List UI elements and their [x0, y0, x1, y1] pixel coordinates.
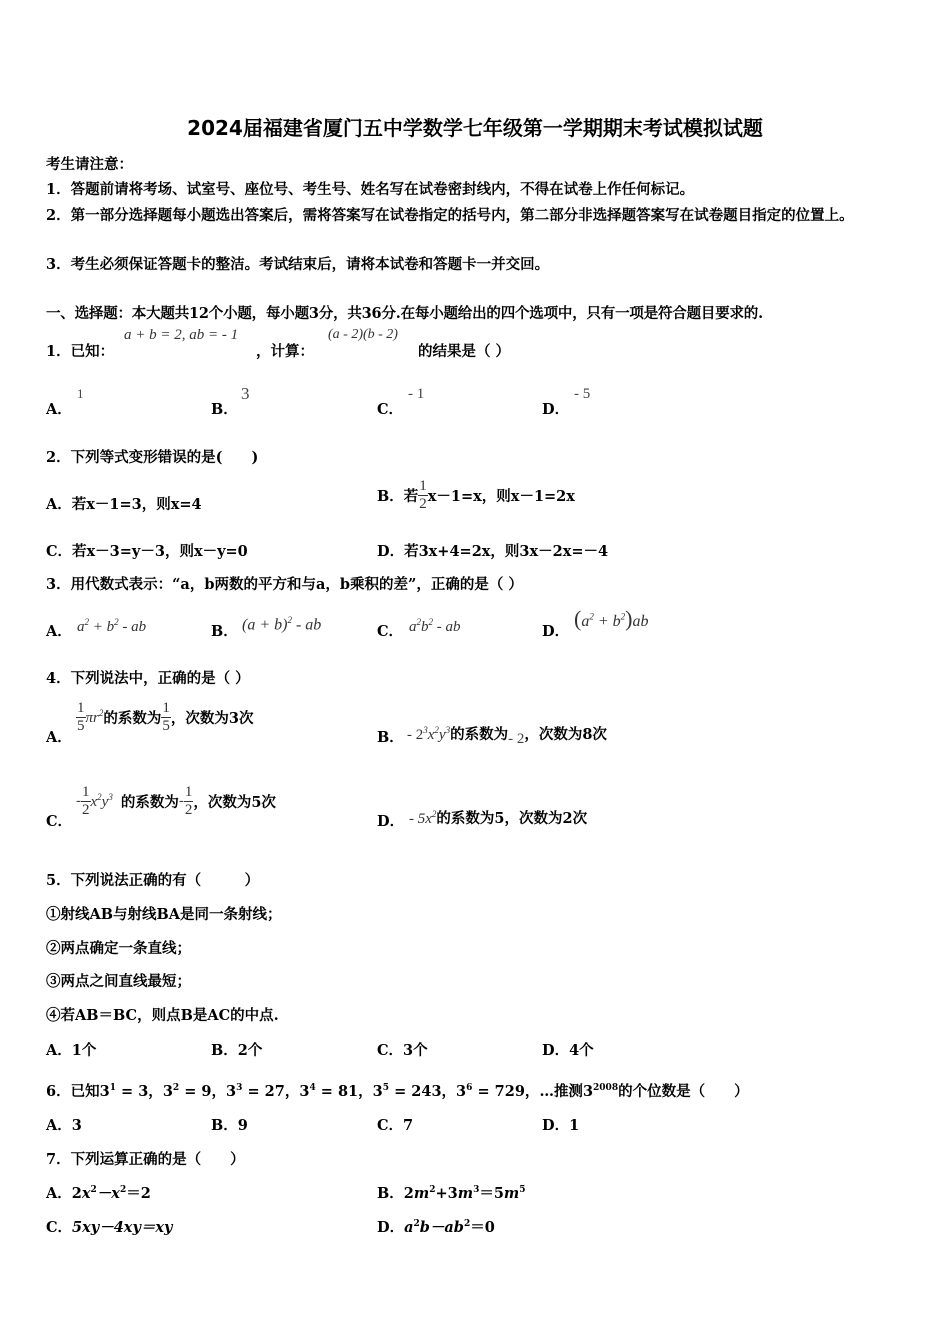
- q3-option-a-label: A．: [46, 623, 72, 640]
- q7-a-label: A．: [46, 1185, 72, 1202]
- q4-c-coef-sign: -: [178, 793, 184, 809]
- q4-option-a: [76, 700, 253, 735]
- q3-option-a-expr: $a^2 + b^2$ - ab: [77, 617, 147, 635]
- q4-c-sign: -: [76, 793, 81, 809]
- q4-c-mid: 的系数为: [120, 794, 179, 811]
- q7-c-expr: 5xy－4xy＝xy: [72, 1219, 173, 1236]
- q3-option-d-expr: $(a^2 + b^2)ab$: [574, 606, 649, 631]
- q5-option-a: A．1个: [46, 1042, 97, 1059]
- q3-stem: 3．用代数式表示：“a，b两数的平方和与a，b乘积的差”，正确的是（ ）: [46, 576, 523, 593]
- page-title: 2024届福建省厦门五中学数学七年级第一学期期末考试模拟试题: [187, 116, 763, 140]
- q6-power-4: $3^4 = 81$，: [299, 1083, 373, 1100]
- q6-power-2: $3^2 = 9$，: [162, 1083, 227, 1100]
- q6-power-1: $3^1 = 3$，: [99, 1083, 163, 1100]
- q2-half-fraction: [418, 478, 428, 513]
- q4-c-end: ，次数为5次: [193, 794, 276, 811]
- q7-a-expr: $2x^2-x^2=2$: [71, 1185, 151, 1202]
- q6-ask: …推测: [539, 1083, 583, 1100]
- q6-suffix: 的个位数是（ ）: [618, 1083, 749, 1100]
- notice-item-3: 3．考生必须保证答题卡的整洁。考试结束后，请将本试卷和答题卡一并交回。: [46, 256, 550, 273]
- q7-option-a: [46, 1182, 151, 1203]
- q4-c-coef-fraction: [184, 784, 194, 819]
- q4-a-fraction: [76, 700, 86, 735]
- q2-option-d: D．若3x+4=2x，则3x－2x=－4: [377, 543, 609, 560]
- q4-c-frac-num: 1: [82, 784, 90, 800]
- q1-option-b-label: B．: [211, 401, 238, 418]
- q2-half-num: 1: [419, 478, 427, 494]
- q5-item-1: ①射线AB与射线BA是同一条射线；: [46, 906, 282, 923]
- q2-option-c: C．若x－3=y－3，则x－y=0: [46, 543, 248, 560]
- q4-c-coef-den: 2: [184, 802, 193, 818]
- q4-option-d: [409, 807, 587, 828]
- q3-option-b-label: B．: [211, 623, 238, 640]
- q2-option-b: [377, 478, 575, 513]
- q7-c-label: C．: [46, 1219, 73, 1236]
- q1-mid: ，计算：: [256, 343, 314, 360]
- q7-option-d: [377, 1216, 495, 1237]
- q7-stem: 7．下列运算正确的是（ ）: [46, 1151, 245, 1168]
- q1-option-d-label: D．: [542, 401, 570, 418]
- q4-a-mid: 的系数为: [103, 710, 162, 727]
- q5-option-d: D．4个: [542, 1042, 594, 1059]
- q7-option-c: [46, 1216, 172, 1237]
- q7-option-b: [377, 1182, 526, 1203]
- q1-option-a-value: 1: [77, 386, 84, 401]
- q2-stem: 2．下列等式变形错误的是( ): [46, 449, 259, 466]
- q3-option-b-expr: $(a + b)^2$ - ab: [242, 615, 322, 634]
- q5-item-2: ②两点确定一条直线；: [46, 940, 191, 957]
- q4-d-end: 的系数为5，次数为2次: [436, 810, 588, 827]
- q7-d-expr: $a^2b-ab^2=0$: [404, 1219, 495, 1236]
- notice-item-2: 2．第一部分选择题每小题选出答案后，需将答案写在试卷指定的括号内，第二部分非选择题答案写在试卷题目指定的位置上。: [46, 207, 854, 224]
- q4-d-expr: - 5x: [409, 811, 432, 827]
- q3-option-c-expr: $a^2b^2$ - ab: [409, 617, 461, 635]
- q1-option-a-label: A．: [46, 401, 72, 418]
- q4-stem: 4．下列说法中，正确的是（ ）: [46, 670, 250, 687]
- q6-power-5: $3^5 = 243$，: [372, 1083, 457, 1100]
- q1-option-b-value: 3: [241, 384, 250, 403]
- q5-stem: 5．下列说法正确的有（ ）: [46, 872, 260, 889]
- q6-power-3: $3^3 = 27$，: [226, 1083, 300, 1100]
- q6-option-b: B．9: [211, 1117, 248, 1134]
- q4-option-b: [407, 723, 607, 747]
- q4-d-term: - $5x^2$: [409, 809, 437, 827]
- q5-option-b: B．2个: [211, 1042, 263, 1059]
- q2-option-a: A．若x－1=3，则x=4: [46, 496, 202, 513]
- q4-a-term: $\pi r^2$: [85, 708, 104, 726]
- q3-option-c-label: C．: [377, 623, 404, 640]
- notice-item-1: 1．答题前请将考场、试室号、座位号、考生号、姓名写在试卷密封线内，不得在试卷上作任何标记。: [46, 181, 695, 198]
- q7-b-expr: $2m^2+3m^3=5m^5$: [403, 1185, 526, 1202]
- q4-c-fraction: [81, 784, 91, 819]
- section-heading: 一、选择题：本大题共12个小题，每小题3分，共36分.在每小题给出的四个选项中，只有一项是符合题目要求的.: [46, 305, 763, 322]
- q4-b-end: ，次数为8次: [524, 726, 607, 743]
- q6-option-c: C．7: [377, 1117, 414, 1134]
- q1-condition: a + b = 2, ab = - 1: [124, 327, 239, 343]
- q6-prefix: 6．已知: [46, 1083, 100, 1100]
- q1-suffix: 的结果是（ ）: [418, 343, 511, 360]
- q1-option-d-value: - 5: [574, 386, 591, 402]
- q4-option-b-label: B．: [377, 729, 404, 746]
- q4-b-term: - $2^3x^2y^3$: [407, 725, 451, 743]
- q4-a-coef-den: 5: [162, 718, 170, 734]
- q6-stem: [46, 1080, 749, 1101]
- q5-option-c: C．3个: [377, 1042, 428, 1059]
- q4-option-c: [76, 784, 276, 819]
- q6-option-d: D．1: [542, 1117, 580, 1134]
- q1-prefix: 1．已知：: [46, 343, 115, 360]
- q2-option-b-post: x－1=x，则x－1=2x: [427, 488, 575, 505]
- q2-half-den: 2: [419, 496, 427, 512]
- q4-option-a-label: A．: [46, 729, 72, 746]
- q3-option-d-label: D．: [542, 623, 570, 640]
- q4-b-mid: 的系数为: [450, 726, 509, 743]
- q6-ask-power: $3^{2008}$: [582, 1083, 619, 1100]
- q6-option-a: A．3: [46, 1117, 82, 1134]
- q4-c-coef-num: 1: [184, 784, 193, 800]
- q4-a-coef-num: 1: [162, 700, 170, 716]
- q4-c-term: $x^2y^3$: [90, 792, 113, 810]
- q5-item-4: ④若AB＝BC，则点B是AC的中点.: [46, 1007, 279, 1024]
- q1-option-c-label: C．: [377, 401, 404, 418]
- q4-b-coef: - 2: [508, 731, 525, 747]
- q4-option-d-label: D．: [377, 813, 405, 830]
- q6-power-6: $3^6 = 729$，: [456, 1083, 540, 1100]
- q4-a-frac-num: 1: [77, 700, 85, 716]
- q4-c-frac-den: 2: [82, 802, 90, 818]
- q7-d-label: D．: [377, 1219, 405, 1236]
- q4-a-frac-den: 5: [77, 718, 85, 734]
- q2-option-b-pre: B．若: [377, 488, 419, 505]
- q7-b-label: B．: [377, 1185, 404, 1202]
- q1-expression: (a - 2)(b - 2): [328, 327, 398, 342]
- notice-heading: 考生请注意：: [46, 156, 133, 173]
- q5-item-3: ③两点之间直线最短；: [46, 973, 191, 990]
- q4-option-c-label: C．: [46, 813, 73, 830]
- q4-a-coef-fraction: [161, 700, 171, 735]
- q4-a-end: ，次数为3次: [170, 710, 254, 727]
- q1-option-c-value: - 1: [408, 386, 425, 402]
